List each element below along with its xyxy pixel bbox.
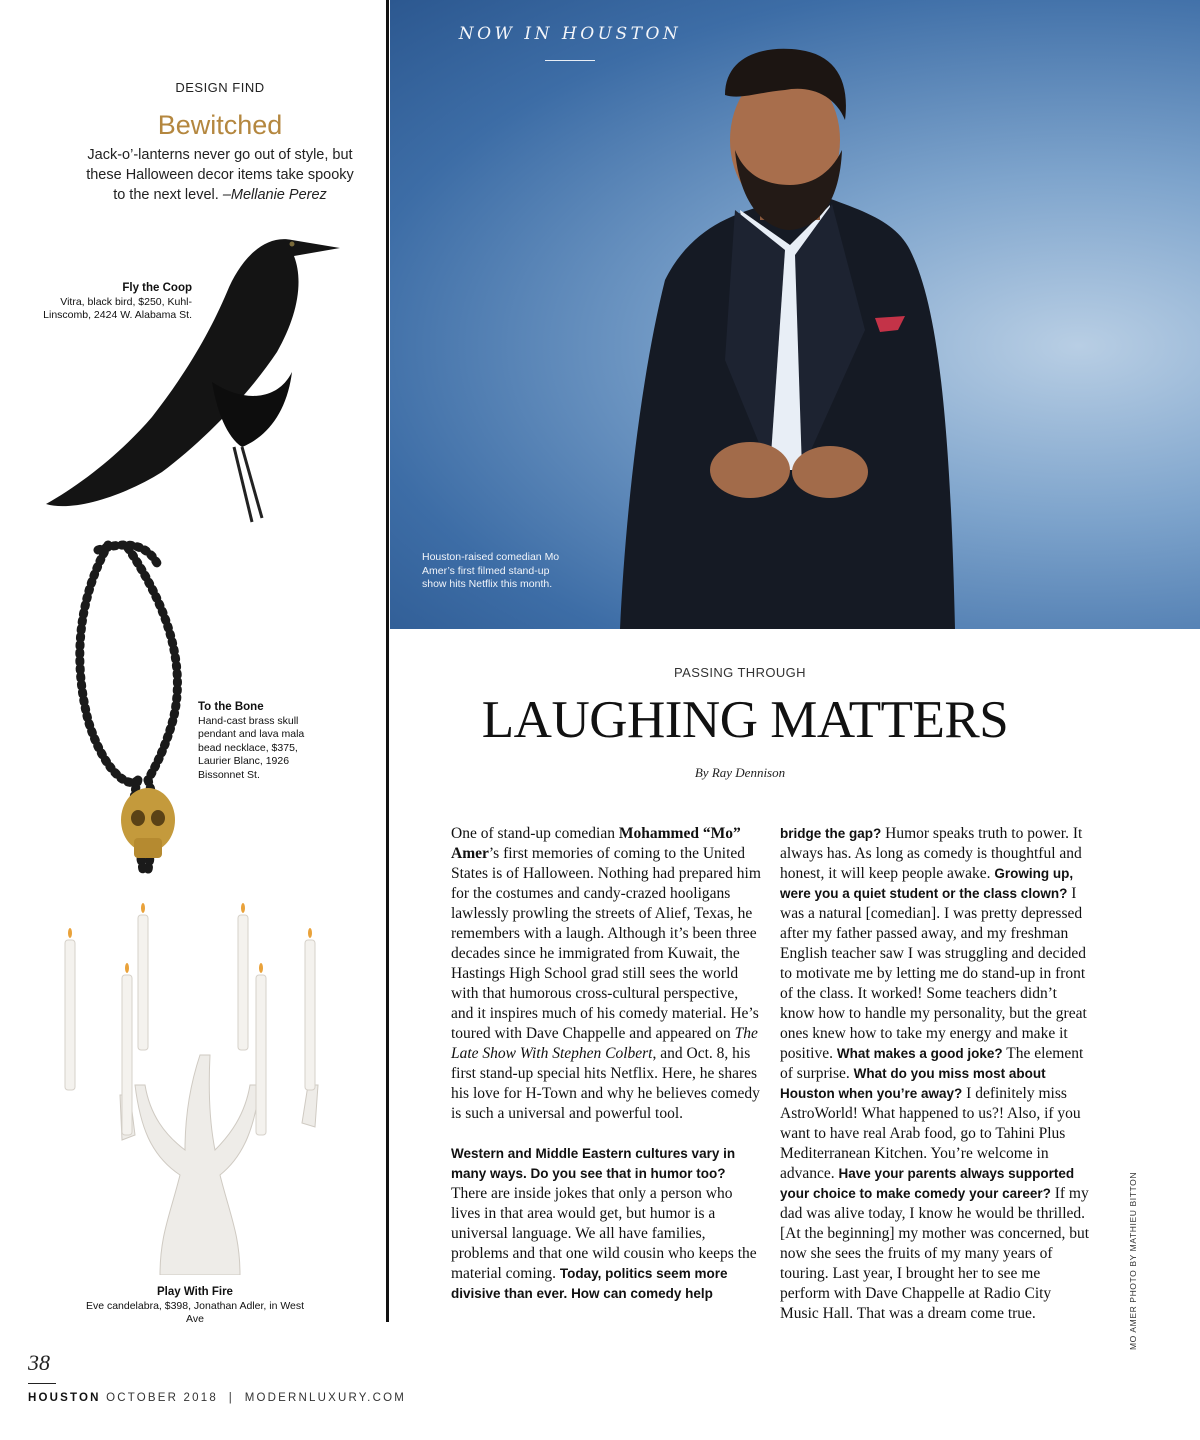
interview-question: Western and Middle Eastern cultures vary in many ways. Do you see that in humor too?: [451, 1146, 736, 1181]
photo-credit: MO AMER PHOTO BY MATHIEU BITTON: [1128, 1171, 1138, 1350]
hero-photo: [390, 0, 1200, 629]
tag-rule: [545, 60, 595, 61]
bird-caption: [40, 282, 192, 323]
photo-caption: Houston-raised comedian Mo Amer’s first filmed stand-up show hits Netflix this month.: [422, 551, 560, 590]
interview-answer: If my dad was alive today, I know he would be thrilled. [At the beginning] my mother was concerned, but now she sees the fruits of my many years of touring. Last year, I brought her to see me perform with Dave Chappelle at Radio City Music Hall. That was a dream come true.: [780, 1185, 1090, 1322]
section-title: Bewitched: [157, 110, 283, 140]
body-text: One of stand-up comedian: [451, 825, 619, 842]
page-number-rule: [28, 1383, 56, 1384]
interview-question: What do you miss most about Houston when you’re away?: [780, 1066, 1046, 1101]
interview-question: What makes a good joke?: [836, 1046, 1003, 1061]
item-desc: Hand-cast brass skull pendant and lava mala bead necklace, $375, Laurier Blanc, 1926 Bissonnet St.: [198, 714, 305, 781]
item-title: Play With Fire: [157, 1286, 233, 1298]
candelabra-caption: [80, 1286, 310, 1327]
interview-answer: I was a natural [comedian]. I was pretty depressed after my father passed away, and my freshman English teacher saw I was struggling and decided to motivate me by letting me do stand-up in front of the class. It worked! Some teachers didn’t know how to handle my personality, but the great ones knew how to take my energy and make it positive.: [780, 885, 1087, 1062]
intro-author: –Mellanie Perez: [222, 187, 327, 203]
folio: [28, 1392, 406, 1404]
subject-name: Mohammed “Mo” Amer: [451, 825, 741, 862]
section-label: DESIGN FIND: [175, 80, 265, 95]
article-paragraph: [780, 824, 1092, 1324]
article-column-left: [451, 824, 761, 1304]
article-column-right: [780, 824, 1092, 1324]
interview-question: bridge the gap?: [780, 826, 882, 841]
show-title: The Late Show With Stephen Colbert: [451, 1025, 758, 1062]
necklace-caption: [198, 701, 318, 782]
interview-answer: Humor speaks truth to power. It always has. As long as comedy is thoughtful and honest, it will keep people awake.: [780, 825, 1083, 882]
article-headline: LAUGHING MATTERS: [481, 691, 1009, 749]
article-paragraph: [451, 824, 761, 1124]
interview-answer: I definitely miss AstroWorld! What happened to us?! Also, if you want to have real Arab food, go to Tahini Plus Mediterranean Kitchen. You’re welcome in advance.: [780, 1085, 1081, 1182]
article-paragraph: [451, 1144, 761, 1304]
item-desc: Eve candelabra, $398, Jonathan Adler, in West Ave: [85, 1299, 305, 1325]
section-tag: NOW IN HOUSTON: [458, 24, 682, 44]
interview-question: Today, politics seem more divisive than ever. How can comedy help: [451, 1266, 728, 1301]
intro-text: Jack-o’-lanterns never go out of style, but these Halloween decor items take spooky to the next level.: [86, 147, 354, 203]
article-kicker: PASSING THROUGH: [674, 665, 806, 680]
comedian-portrait: [390, 0, 1200, 629]
body-text: ’s first memories of coming to the United States is of Halloween. Nothing had prepared him for the costumes and candy-crazed hooligans lawlessly prowling the streets of Alief, Texas, he remembers with a laugh. Although it’s been three decades since he immigrated from Kuwait, the Hastings High School grad still sees the world with that humorous cross-cultural perspective, and it inspires much of his comedy material. He’s toured with Dave Chappelle and appeared on: [451, 845, 761, 1042]
issue-info: OCTOBER 2018 | MODERNLUXURY.COM: [100, 1392, 406, 1404]
interview-question: Have your parents always supported your choice to make comedy your career?: [780, 1166, 1075, 1201]
item-title: To the Bone: [198, 701, 264, 713]
interview-answer: The element of surprise.: [780, 1045, 1084, 1082]
section-intro: [82, 145, 358, 205]
column-divider: [386, 0, 389, 1322]
interview-answer: There are inside jokes that only a person who lives in that area would get, but humor is a universal language. We all have families, problems and that one wild cousin who keeps the material coming.: [451, 1185, 757, 1282]
interview-question: Growing up, were you a quiet student or the class clown?: [780, 866, 1074, 901]
page-number: 38: [28, 1350, 50, 1375]
item-desc: Vitra, black bird, $250, Kuhl-Linscomb, 2424 W. Alabama St.: [43, 295, 192, 321]
candelabra-image: [50, 895, 350, 1275]
magazine-name: HOUSTON: [28, 1392, 101, 1404]
body-text: , and Oct. 8, his first stand-up special hits Netflix. Here, he shares his love for H-Town and why he believes comedy is such a universal and powerful tool.: [451, 1045, 760, 1122]
article-byline: By Ray Dennison: [694, 765, 786, 780]
black-bird-image: [42, 222, 342, 527]
item-title: Fly the Coop: [122, 282, 192, 294]
